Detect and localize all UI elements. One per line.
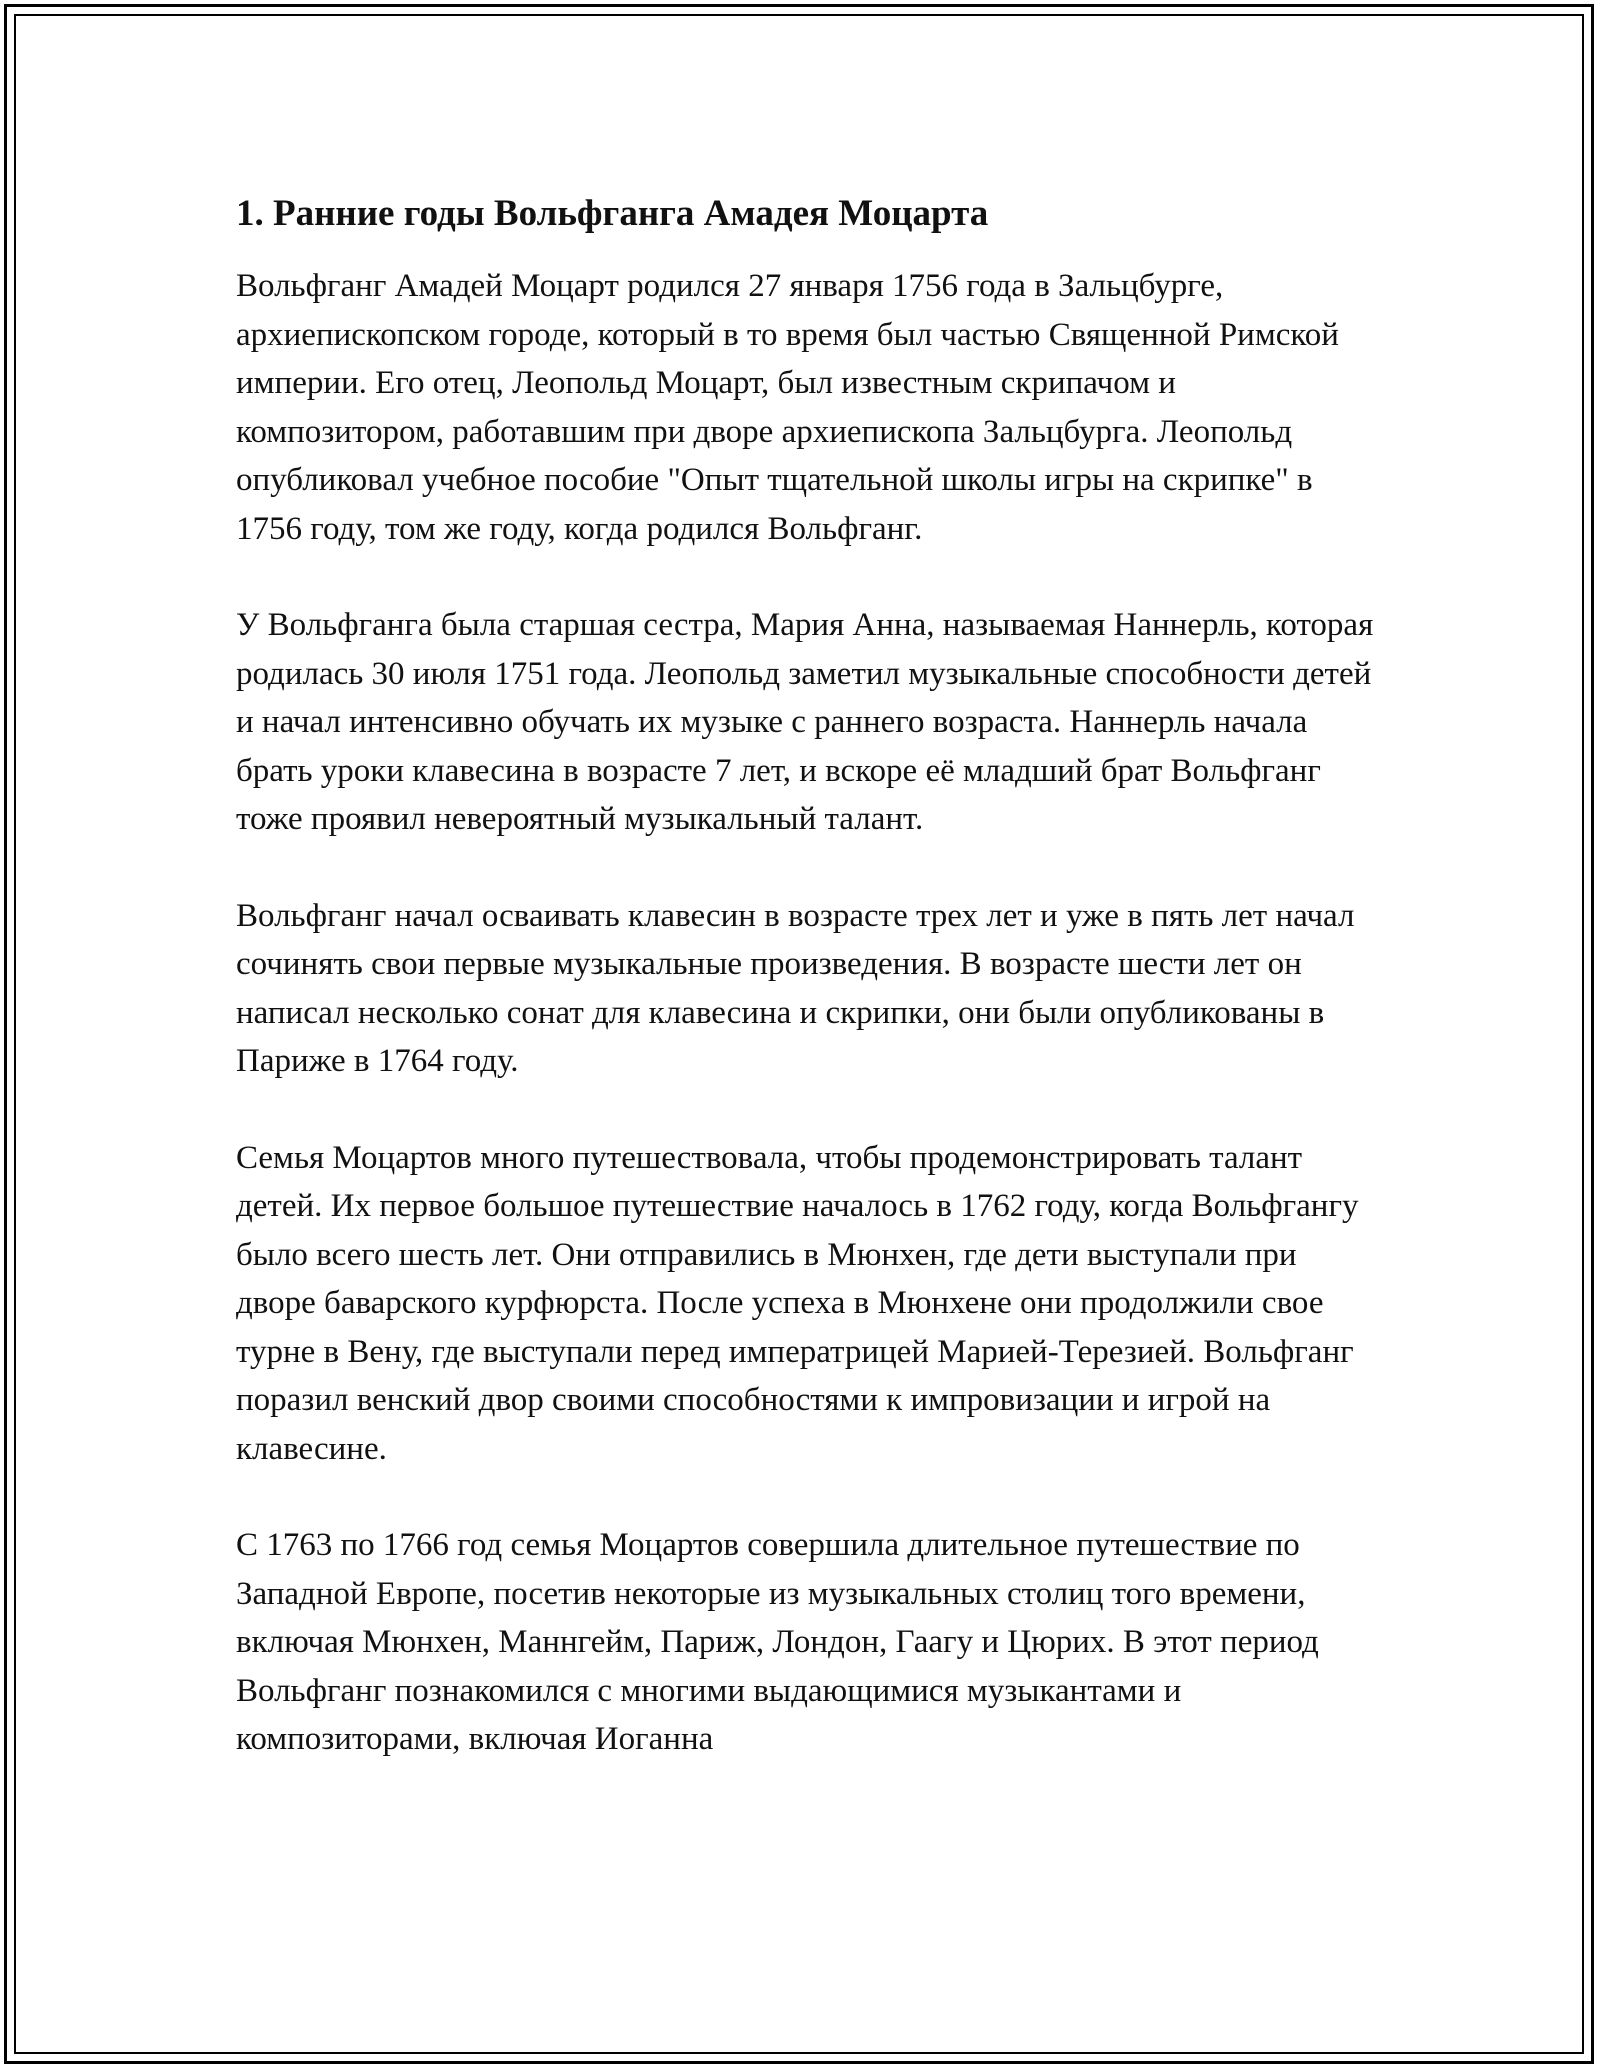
paragraph-early-compositions: Вольфганг начал осваивать клавесин в возрасте трех лет и уже в пять лет начал сочинять свои первые музыкальные произведения. В возрасте шести лет он написал несколько сонат для клавесина и скрипки, они были опубликованы в Париже в 1764 году. (236, 897, 1355, 1079)
paragraph-sister: У Вольфганга была старшая сестра, Мария Анна, называемая Наннерль, которая родилась 30 июля 1751 года. Леопольд заметил музыкальные способности детей и начал интенсивно обучать их музыке с раннего возраста. Наннерль начала брать уроки клавесина в возрасте 7 лет, и вскоре её младший брат Вольфганг тоже проявил невероятный музыкальный талант. (236, 607, 1374, 837)
paragraph-birth: Вольфганг Амадей Моцарт родился 27 января 1756 года в Зальцбурге, архиепископском городе, который в то время был частью Священной Римской империи. Его отец, Леопольд Моцарт, был известным скрипачом и композитором, работавшим при дворе архиепископа Зальцбурга. Леопольд опубликовал учебное пособие "Опыт тщательной школы игры на скрипке" в 1756 году, том же году, когда родился Вольфганг. (236, 268, 1339, 547)
paragraph-travels: Семья Моцартов много путешествовала, чтобы продемонстрировать талант детей. Их первое большое путешествие началось в 1762 году, когда Вольфгангу было всего шесть лет. Они отправились в Мюнхен, где дети выступали при дворе баварского курфюрста. После успеха в Мюнхене они продолжили свое турне в Вену, где выступали перед императрицей Марией-Терезией. Вольфганг поразил венский двор своими способностями к импровизации и игрой на клавесине. (236, 1139, 1359, 1467)
section-heading: 1. Ранние годы Вольфганга Амадея Моцарта (236, 193, 989, 234)
paragraph-european-tour: С 1763 по 1766 год семья Моцартов совершила длительное путешествие по Западной Европе, посетив некоторые из музыкальных столиц того времени, включая Мюнхен, Маннгейм, Париж, Лондон, Гаагу и Цюрих. В этот период Вольфганг познакомился с многими выдающимися музыкантами и композиторами, включая Иоганна (236, 1527, 1319, 1757)
document-body (236, 186, 1376, 1764)
